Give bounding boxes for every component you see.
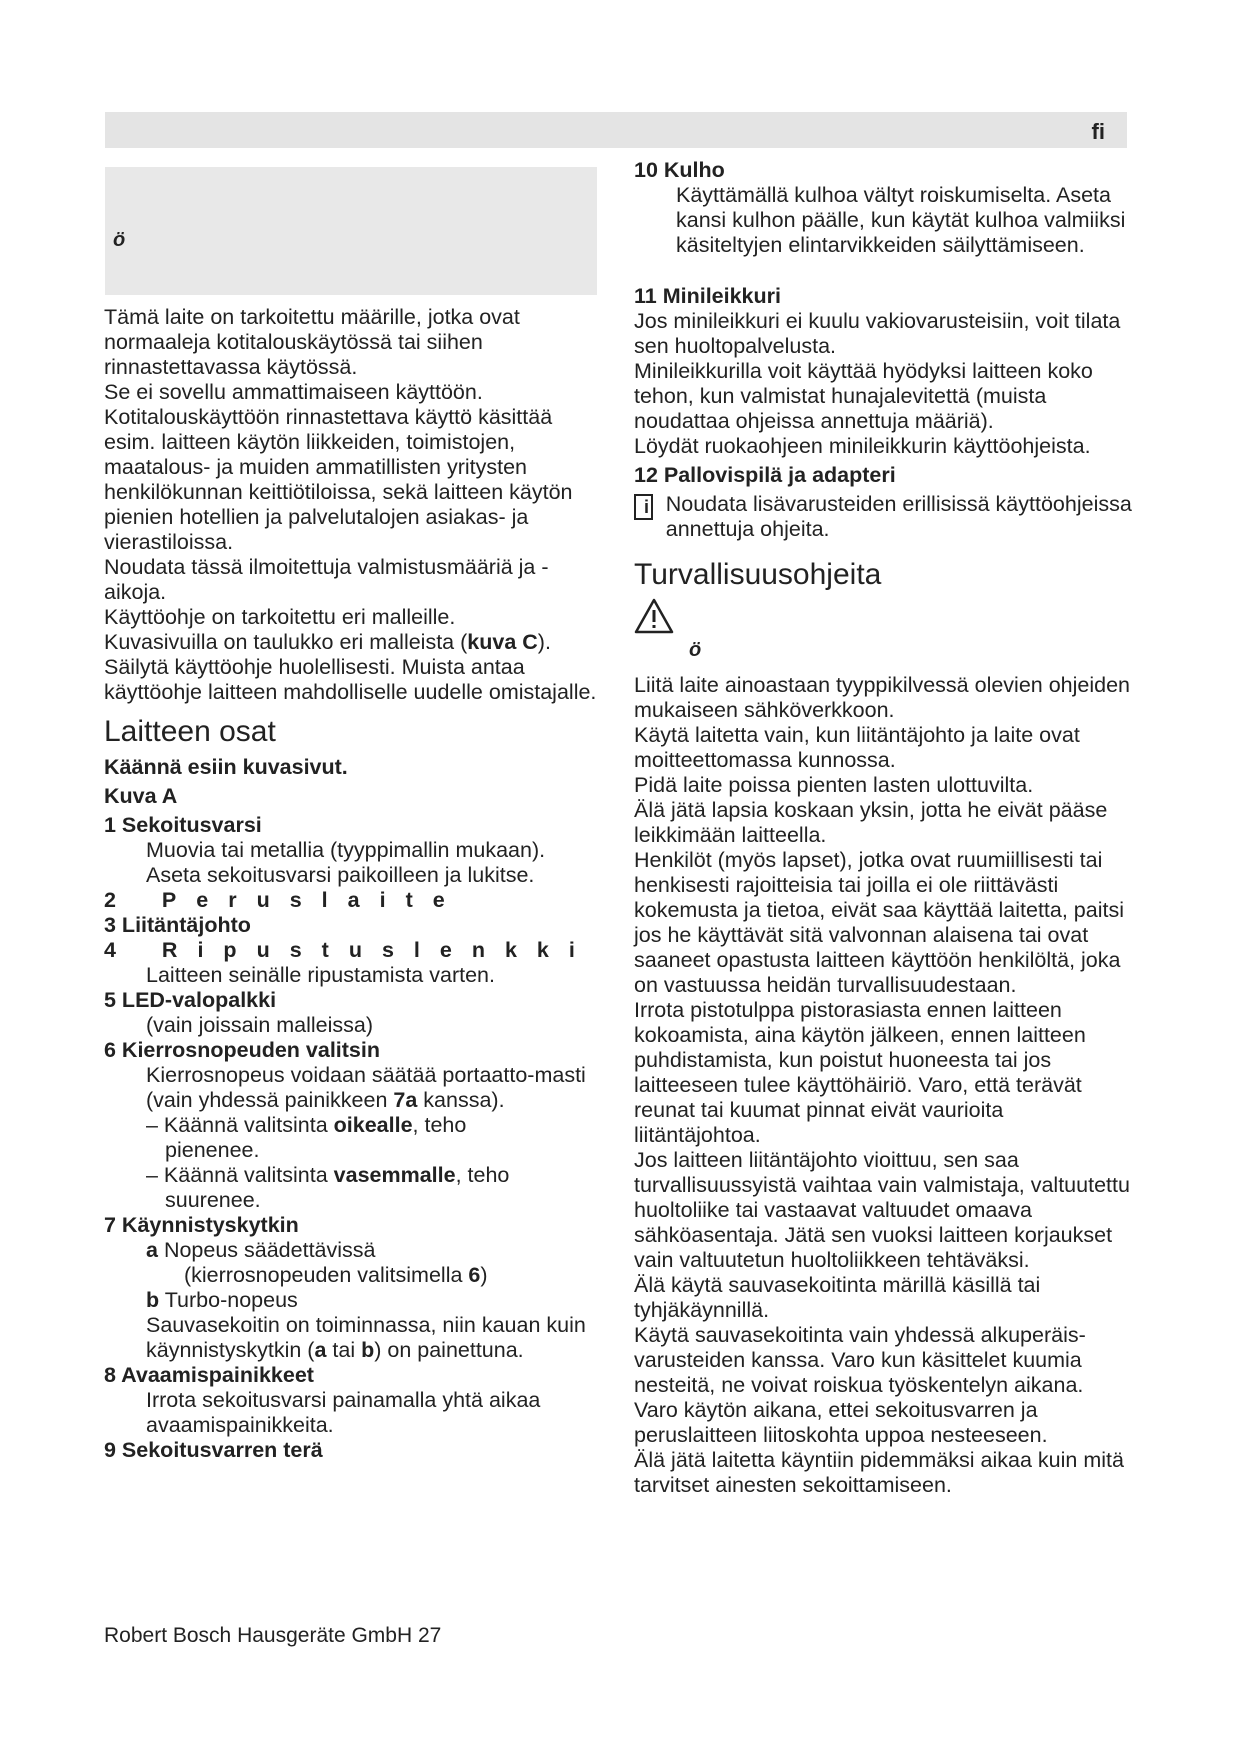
- part-description: Löydät ruokaohjeen minileikkurin käyttöohjeista.: [634, 434, 1091, 458]
- dash-item: – Käännä valitsinta oikealle, teho: [146, 1113, 467, 1137]
- sub-item-continued: (kierrosnopeuden valitsimella 6): [184, 1263, 488, 1287]
- part-description: Minileikkurilla voit käyttää hyödyksi laitteen koko tehon, kun valmistat hunajalevitettä (muista noudattaa ohjeissa annettuja määriä).: [634, 359, 1093, 433]
- dash-item-continued: pienenee.: [165, 1138, 260, 1162]
- part-title: 12 Pallovispilä ja adapteri: [634, 463, 896, 487]
- part-title: 6 Kierrosnopeuden valitsin: [104, 1038, 380, 1062]
- safety-instruction: Pidä laite poissa pienten lasten ulottuvilta.: [634, 773, 1034, 797]
- intro-paragraph: Käyttöohje on tarkoitettu eri malleille.: [104, 605, 456, 629]
- safety-instruction: Käytä sauvasekoitinta vain yhdessä alkuperäis-varusteiden kanssa. Varo kun käsittelet kuumia nesteitä, ne voivat roiskua työskentelyn aikana.: [634, 1323, 1086, 1397]
- intended-use-heading: ö: [113, 229, 126, 251]
- intro-paragraph: Noudata tässä ilmoitettuja valmistusmääriä ja -aikoja.: [104, 555, 549, 604]
- warning-heading: ö: [689, 639, 702, 661]
- safety-instruction: Henkilöt (myös lapset), jotka ovat ruumiillisesti tai henkisesti rajoitteisia tai joilla ei ole riittävästi kokemusta ja tietoa, eivät saa käyttää laitetta, paitsi jos he käyttävät sitä valvonnan alaisena tai ovat saaneet opastusta laitteen käyttöön henkilöltä, joka on vastuussa heidän turvallisuudestaan.: [634, 848, 1124, 997]
- language-code: fi: [1091, 119, 1105, 144]
- models-table-note: Kuvasivuilla on taulukko eri malleista (kuva C).: [104, 630, 551, 654]
- part-description: Sauvasekoitin on toiminnassa, niin kauan kuin käynnistyskytkin (a tai b) on painettuna.: [146, 1313, 586, 1362]
- part-title: 11 Minileikkuri: [634, 284, 781, 308]
- part-title: 7 Käynnistyskytkin: [104, 1213, 299, 1237]
- safety-instruction: Älä jätä lapsia koskaan yksin, jotta he eivät pääse leikkimään laitteella.: [634, 798, 1108, 847]
- safety-instruction: Liitä laite ainoastaan tyyppikilvessä olevien ohjeiden mukaiseen sähköverkkoon.: [634, 673, 1131, 722]
- safety-instruction: Irrota pistotulppa pistorasiasta ennen laitteen kokoamista, aina käytön jälkeen, ennen laitteen puhdistamista, kun poistut huoneesta tai jos laitteeseen tulee käyttöhäiriö. Varo, että terävät reunat tai kuumat pinnat eivät vaurioita liitäntäjohtoa.: [634, 998, 1086, 1147]
- part-title: 5 LED-valopalkki: [104, 988, 277, 1012]
- figure-label: Kuva A: [104, 784, 178, 808]
- part-title: 9 Sekoitusvarren terä: [104, 1438, 323, 1462]
- part-title: 2 Peruslaite: [104, 888, 465, 912]
- safety-instruction: Varo käytön aikana, ettei sekoitusvarren ja peruslaitteen liitoskohta uppoa nesteeseen.: [634, 1398, 1048, 1447]
- part-title: 3 Liitäntäjohto: [104, 913, 251, 937]
- part-description: Kierrosnopeus voidaan säätää portaatto-masti (vain yhdessä painikkeen 7a kanssa).: [146, 1063, 586, 1112]
- part-description: Jos minileikkuri ei kuulu vakiovarusteisiin, voit tilata sen huoltopalvelusta.: [634, 309, 1121, 358]
- part-title: 10 Kulho: [634, 158, 725, 182]
- sub-item: b Turbo-nopeus: [146, 1288, 298, 1312]
- part-title: 4 Ripustuslenkki: [104, 938, 595, 962]
- keep-manual-note: Säilytä käyttöohje huolellisesti. Muista antaa käyttöohje laitteen mahdolliselle uudelle omistajalle.: [104, 655, 597, 704]
- part-title: 8 Avaamispainikkeet: [104, 1363, 314, 1387]
- safety-title: Turvallisuusohjeita: [634, 558, 882, 591]
- left-column: [104, 305, 604, 1463]
- page-footer: Robert Bosch Hausgeräte GmbH 27: [104, 1624, 442, 1647]
- part-description: Muovia tai metallia (tyyppimallin mukaan). Aseta sekoitusvarsi paikoilleen ja lukitse.: [146, 838, 546, 887]
- part-description: Irrota sekoitusvarsi painamalla yhtä aikaa avaamispainikkeita.: [146, 1388, 541, 1437]
- part-description: Laitteen seinälle ripustamista varten.: [146, 963, 495, 987]
- intended-use-box: [105, 167, 597, 295]
- intro-paragraph: Se ei sovellu ammattimaiseen käyttöön. Kotitalouskäyttöön rinnastettava käyttö käsittää esim. laitteen käytön liikkeiden, toimistojen, maatalous- ja muiden ammatillisten yritysten henkilökunnan keittiötiloissa, sekä laitteen käytön pienien hotellien ja palvelutalojen asiakas- ja vierastiloissa.: [104, 380, 573, 554]
- dash-item: – Käännä valitsinta vasemmalle, teho: [146, 1163, 510, 1187]
- right-column: [634, 158, 1134, 1498]
- part-title: 1 Sekoitusvarsi: [104, 813, 262, 837]
- safety-instruction: Jos laitteen liitäntäjohto vioittuu, sen saa turvallisuussyistä vaihtaa vain valmistaja, valtuutettu huoltoliike tai vastaavat valtuudet omaava sähköasentaja. Jätä sen vuoksi laitteen korjaukset vain valtuutetun huoltoliikkeen tehtäväksi.: [634, 1148, 1130, 1272]
- part-description: (vain joissain malleissa): [146, 1013, 374, 1037]
- info-icon: i: [634, 494, 653, 520]
- safety-instruction: Älä jätä laitetta käyntiin pidemmäksi aikaa kuin mitä tarvitset ainesten sekoittamiseen.: [634, 1448, 1124, 1497]
- turn-pages-note: Käännä esiin kuvasivut.: [104, 755, 348, 779]
- info-note: [634, 492, 1134, 542]
- safety-instruction: Älä käytä sauvasekoitinta märillä käsillä tai tyhjäkäynnillä.: [634, 1273, 1041, 1322]
- part-description: Käyttämällä kulhoa vältyt roiskumiselta. Aseta kansi kulhon päälle, kun käytät kulhoa valmiiksi käsiteltyjen elintarvikkeiden säilyttämiseen.: [676, 183, 1126, 257]
- header-bar: [105, 112, 1127, 148]
- sub-item: a Nopeus säädettävissä: [146, 1238, 376, 1262]
- section-title: Laitteen osat: [104, 715, 276, 748]
- safety-instruction: Käytä laitetta vain, kun liitäntäjohto ja laite ovat moitteettomassa kunnossa.: [634, 723, 1080, 772]
- dash-item-continued: suurenee.: [165, 1188, 261, 1212]
- info-note-text: Noudata lisävarusteiden erillisissä käyttöohjeissa annettuja ohjeita.: [665, 492, 1132, 541]
- intro-paragraph: Tämä laite on tarkoitettu määrille, jotka ovat normaaleja kotitalouskäytössä tai siihen rinnastettavassa käytössä.: [104, 305, 520, 379]
- warning-icon: [634, 598, 1134, 638]
